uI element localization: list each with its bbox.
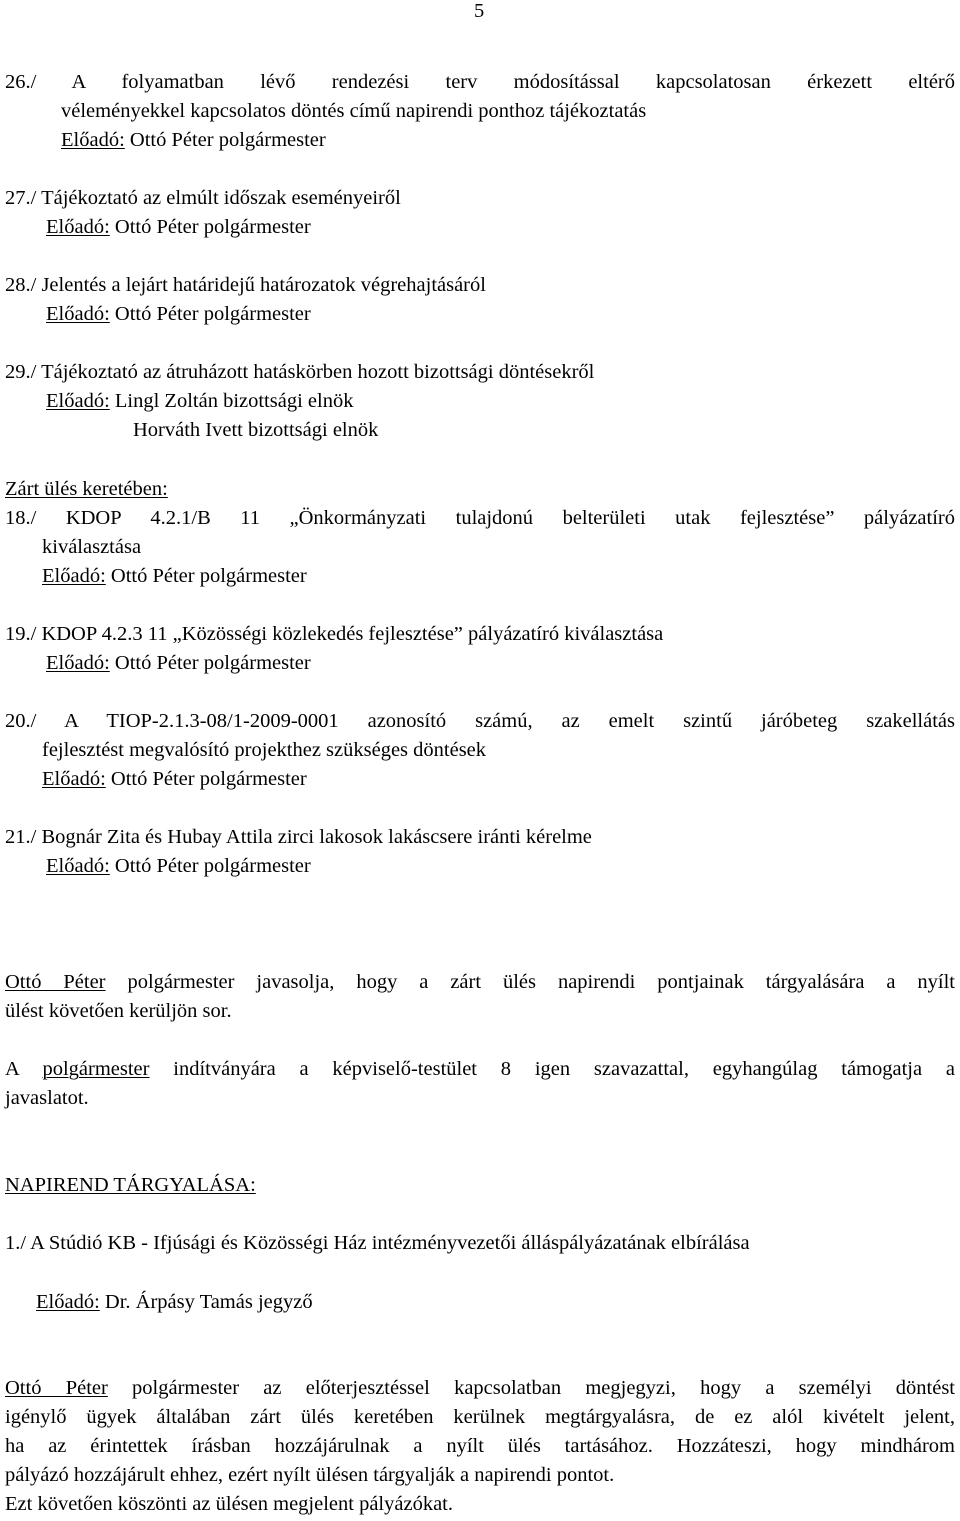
agenda-heading: NAPIREND TÁRGYALÁSA: [5, 1174, 256, 1196]
presenter-label: Előadó: [46, 855, 110, 877]
paragraph-1-line2: ülést követően kerüljön sor. [5, 1000, 232, 1022]
agenda-item-26-line1: 26./ A folyamatban lévő rendezési terv módosítással kapcsolatosan érkezett eltérő [5, 71, 955, 93]
presenter-name: Ottó Péter polgármester [124, 129, 326, 151]
speaker-name: Ottó Péter [5, 1377, 108, 1399]
closed-item-18-line2: kiválasztása [42, 536, 142, 558]
presenter-label: Előadó: [46, 390, 110, 412]
paragraph-2-line2: javaslatot. [5, 1087, 89, 1109]
closed-item-20-line1: 20./ A TIOP-2.1.3-08/1-2009-0001 azonosító számú, az emelt szintű járóbeteg szakellátás [5, 710, 955, 732]
speaker-name: polgármester [42, 1058, 150, 1080]
agenda-item-27-presenter [46, 213, 311, 242]
agenda-item-1-presenter [36, 1288, 313, 1317]
agenda-item-26-line2: véleményekkel kapcsolatos döntés című napirendi ponthoz tájékoztatás [61, 100, 647, 122]
agenda-item-29-presenter [46, 387, 353, 416]
presenter-name: Dr. Árpásy Tamás jegyző [99, 1291, 313, 1313]
closed-session-heading: Zárt ülés keretében: [5, 478, 168, 500]
presenter-name: Ottó Péter polgármester [109, 216, 311, 238]
presenter-name: Ottó Péter polgármester [109, 652, 311, 674]
presenter-label: Előadó: [42, 768, 106, 790]
closed-item-21-presenter [46, 852, 311, 881]
paragraph-2-line1 [5, 1055, 955, 1084]
agenda-item-28-title: 28./ Jelentés a lejárt határidejű határozatok végrehajtásáról [5, 274, 486, 296]
presenter-name: Ottó Péter polgármester [109, 855, 311, 877]
paragraph-3-line1 [5, 1374, 955, 1403]
closed-item-19-presenter [46, 649, 311, 678]
speaker-name: Ottó Péter [5, 971, 106, 993]
paragraph-text: indítványára a képviselő-testület 8 igen szavazattal, egyhangúlag támogatja a [149, 1058, 955, 1080]
closed-item-18-presenter [42, 562, 307, 591]
agenda-item-28-presenter [46, 300, 311, 329]
presenter-name: Ottó Péter polgármester [109, 303, 311, 325]
closed-item-20-presenter [42, 765, 307, 794]
presenter-name: Ottó Péter polgármester [105, 565, 307, 587]
presenter-name: Lingl Zoltán bizottsági elnök [109, 390, 354, 412]
closed-item-20-line2: fejlesztést megvalósító projekthez szükséges döntések [42, 739, 487, 761]
paragraph-3-line2: igénylő ügyek általában zárt ülés keretében kerülnek megtárgyalásra, de ez alól kivételt jelent, [5, 1406, 955, 1428]
page-number: 5 [474, 0, 485, 22]
presenter-label: Előadó: [61, 129, 125, 151]
closed-item-18-line1: 18./ KDOP 4.2.1/B 11 „Önkormányzati tulajdonú belterületi utak fejlesztése” pályázatíró [5, 507, 955, 529]
agenda-item-1-title: 1./ A Stúdió KB - Ifjúsági és Közösségi Ház intézményvezetői álláspályázatának elbírálása [5, 1232, 750, 1254]
paragraph-3-line4: pályázó hozzájárult ehhez, ezért nyílt ülésen tárgyalják a napirendi pontot. [5, 1464, 615, 1486]
presenter-name: Ottó Péter polgármester [105, 768, 307, 790]
closed-item-19-title: 19./ KDOP 4.2.3 11 „Közösségi közlekedés fejlesztése” pályázatíró kiválasztása [5, 623, 664, 645]
paragraph-prefix: A [5, 1058, 43, 1080]
agenda-item-29-title: 29./ Tájékoztató az átruházott hatáskörben hozott bizottsági döntésekről [5, 361, 595, 383]
presenter-label: Előadó: [42, 565, 106, 587]
agenda-item-26-presenter [61, 126, 326, 155]
presenter-label: Előadó: [46, 216, 110, 238]
paragraph-1-line1 [5, 968, 955, 997]
presenter-label: Előadó: [46, 303, 110, 325]
paragraph-3-line3: ha az érintettek írásban hozzájárulnak a nyílt ülés tartásához. Hozzáteszi, hogy mindhárom [5, 1435, 955, 1457]
paragraph-text: polgármester az előterjesztéssel kapcsolatban megjegyzi, hogy a személyi döntést [107, 1377, 955, 1399]
paragraph-text: polgármester javasolja, hogy a zárt ülés napirendi pontjainak tárgyalására a nyílt [105, 971, 955, 993]
agenda-item-27-title: 27./ Tájékoztató az elmúlt időszak eseményeiről [5, 187, 401, 209]
presenter-label: Előadó: [36, 1291, 100, 1313]
closed-item-21-title: 21./ Bognár Zita és Hubay Attila zirci lakosok lakáscsere iránti kérelme [5, 826, 592, 848]
agenda-item-29-presenter2: Horváth Ivett bizottsági elnök [133, 419, 379, 441]
presenter-label: Előadó: [46, 652, 110, 674]
paragraph-3-line5: Ezt követően köszönti az ülésen megjelent pályázókat. [5, 1493, 453, 1515]
